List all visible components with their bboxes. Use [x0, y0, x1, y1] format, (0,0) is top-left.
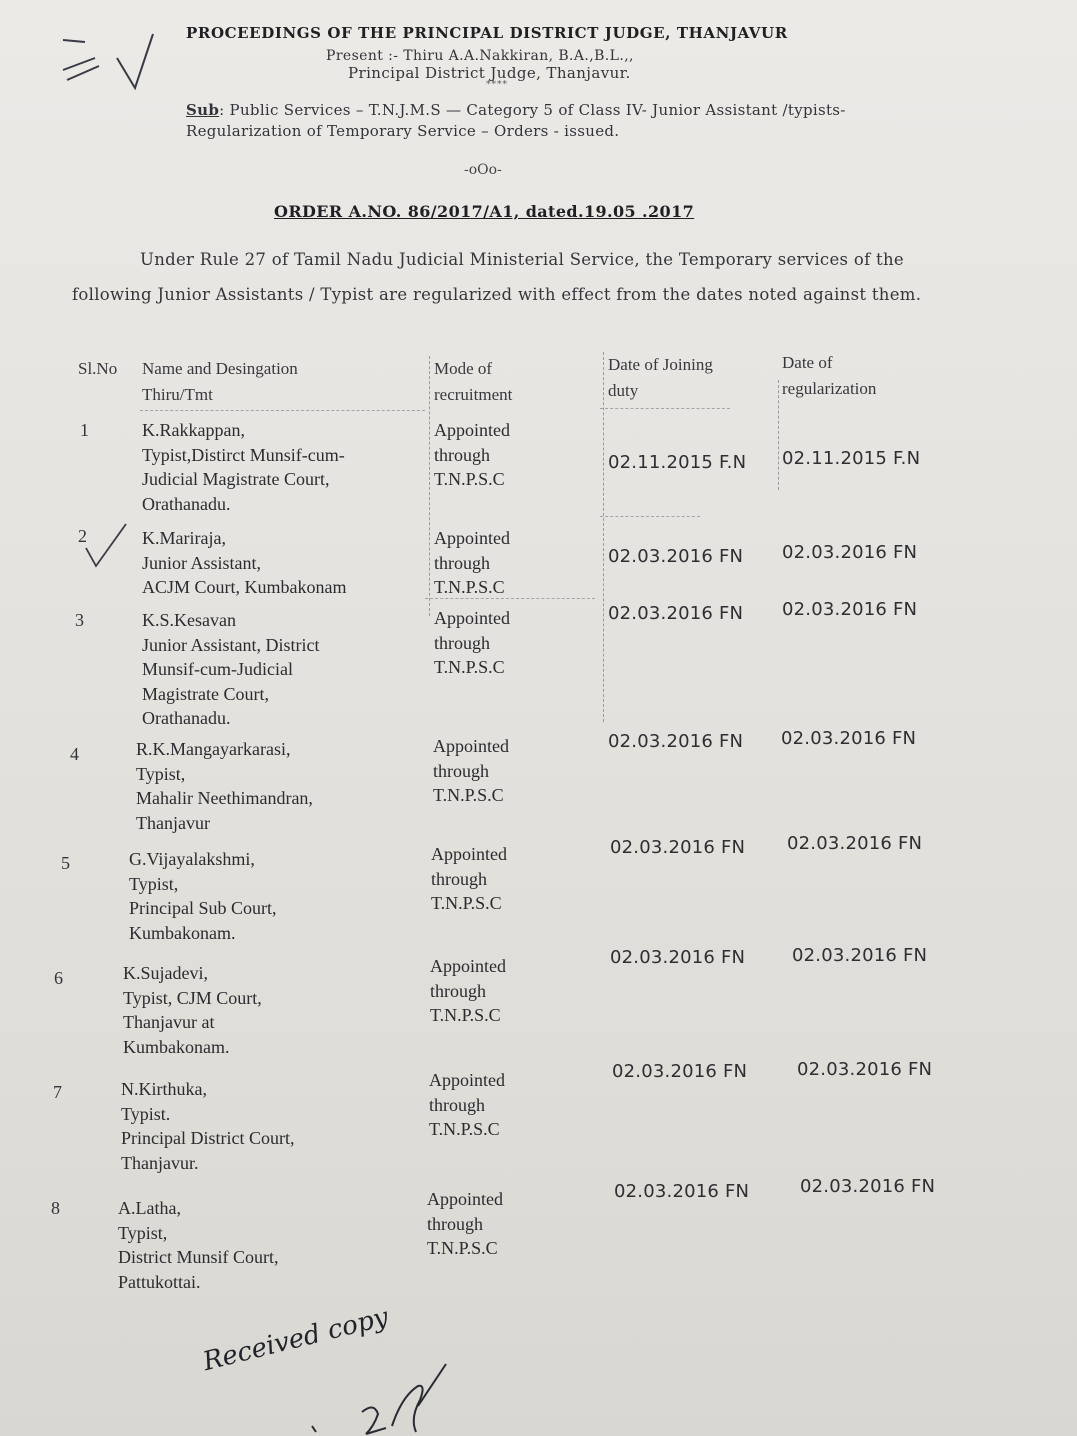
row-3-slno: 3 [75, 610, 84, 630]
row-4-mode-line: T.N.P.S.C [433, 785, 504, 805]
row-6-date-of-joining: 02.03.2016 FN [610, 947, 746, 968]
table-rule [140, 410, 425, 411]
row-7-name-line: N.Kirthuka, [121, 1079, 207, 1099]
row-2-mode [434, 526, 510, 600]
row-8-name-line: District Munsif Court, [118, 1247, 279, 1267]
separator: -oOo- [464, 162, 502, 178]
header-date-of-regularization [782, 350, 876, 402]
row-8-slno: 8 [51, 1198, 60, 1218]
proceedings-title: PROCEEDINGS OF THE PRINCIPAL DISTRICT JUDGE, THANJAVUR [186, 24, 788, 42]
row-8-date-of-regularization: 02.03.2016 FN [800, 1176, 936, 1197]
row-7-name [121, 1077, 294, 1175]
row-5-date-of-joining: 02.03.2016 FN [610, 837, 746, 858]
row-5-mode [431, 842, 507, 916]
row-2-date-of-regularization: 02.03.2016 FN [782, 542, 918, 563]
handwritten-signature [300, 1356, 470, 1436]
row-4-date-of-joining: 02.03.2016 FN [608, 731, 744, 752]
row-6-slno: 6 [54, 968, 63, 988]
row-8-mode [427, 1187, 503, 1261]
row-1-mode-line: T.N.P.S.C [434, 469, 505, 489]
row-7-name-line: Typist. [121, 1103, 171, 1124]
row-1-name-line: Judicial Magistrate Court, [142, 469, 330, 489]
row-8-mode-line: T.N.P.S.C [427, 1238, 498, 1258]
row-5-mode-line: Appointed [431, 844, 507, 864]
row-4-mode [433, 734, 509, 808]
row-2-slno: 2 [78, 526, 87, 546]
row-2-date-of-joining: 02.03.2016 FN [608, 546, 744, 567]
row-7-name-line: Principal District Court, [121, 1128, 295, 1148]
row-5-mode-line: through [431, 868, 487, 889]
row-3-mode-line: T.N.P.S.C [434, 657, 505, 677]
header-slno: Sl.No [78, 359, 118, 378]
header-dor-line1: Date of [782, 353, 833, 372]
row-8-mode-line: through [427, 1213, 483, 1234]
row-3-mode-line: Appointed [434, 608, 510, 628]
row-1-date-of-joining: 02.11.2015 F.N [608, 452, 747, 473]
row-4-name-line: Mahalir Neethimandran, [136, 788, 313, 808]
row-1-name-line: K.Rakkappan, [142, 420, 245, 440]
row-8-name-line: Pattukottai. [118, 1271, 201, 1292]
table-column-rule [603, 352, 604, 722]
row-4-slno: 4 [70, 744, 79, 764]
row-3-name-line: Orathanadu. [142, 708, 231, 728]
row-6-mode [430, 954, 506, 1028]
row-2-mode-line: through [434, 552, 490, 573]
row-2-name-line: Junior Assistant, [142, 552, 262, 573]
row-5-name-line: Kumbakonam. [129, 922, 236, 943]
row-4-name [136, 737, 313, 835]
header-dor-line2: regularization [782, 379, 877, 398]
row-7-mode-line: Appointed [429, 1070, 505, 1090]
header-name [142, 356, 298, 408]
row-7-name-line: Thanjavur. [121, 1152, 199, 1173]
row-2-mode-line: Appointed [434, 528, 510, 548]
row-5-name-line: Principal Sub Court, [129, 898, 277, 918]
row-1-name-line: Typist,Distirct Munsif-cum- [142, 444, 345, 465]
row-4-mode-line: through [433, 760, 489, 781]
row-7-mode-line: through [429, 1094, 485, 1115]
row-2-name-line: K.Mariraja, [142, 528, 226, 548]
subject-block [186, 100, 851, 142]
subject-label: Sub [186, 101, 220, 119]
row-6-date-of-regularization: 02.03.2016 FN [792, 945, 928, 966]
row-6-mode-line: T.N.P.S.C [430, 1005, 501, 1025]
header-mode-line2: recruitment [434, 385, 513, 404]
row-3-mode [434, 606, 510, 680]
row-5-name-line: Typist, [129, 873, 179, 894]
row-2-name [142, 526, 347, 600]
row-5-date-of-regularization: 02.03.2016 FN [787, 833, 923, 854]
row-8-date-of-joining: 02.03.2016 FN [614, 1181, 750, 1202]
header-mode-line1: Mode of [434, 359, 493, 378]
order-title: ORDER A.NO. 86/2017/A1, dated.19.05 .2017 [274, 202, 695, 221]
row-3-name-line: Junior Assistant, District [142, 634, 320, 655]
row-7-date-of-joining: 02.03.2016 FN [612, 1061, 748, 1082]
row-3-date-of-joining: 02.03.2016 FN [608, 603, 744, 624]
row-6-name-line: Typist, CJM Court, [123, 987, 262, 1008]
row-1-mode-line: Appointed [434, 420, 510, 440]
row-1-name-line: Orathanadu. [142, 493, 231, 514]
row-4-date-of-regularization: 02.03.2016 FN [781, 728, 917, 749]
row-3-date-of-regularization: 02.03.2016 FN [782, 599, 918, 620]
row-1-slno: 1 [80, 420, 89, 440]
row-1-mode-line: through [434, 444, 490, 465]
row-8-name-line: A.Latha, [118, 1198, 181, 1218]
row-5-slno: 5 [61, 853, 70, 873]
row-7-date-of-regularization: 02.03.2016 FN [797, 1059, 933, 1080]
row-8-mode-line: Appointed [427, 1189, 503, 1209]
row-6-name [123, 961, 262, 1059]
handwritten-tick-mark [55, 30, 165, 100]
row-3-name-line: Munsif-cum-Judicial [142, 659, 293, 679]
row-6-name-line: K.Sujadevi, [123, 963, 208, 983]
row-6-name-line: Kumbakonam. [123, 1036, 230, 1057]
row-8-name-line: Typist, [118, 1222, 168, 1243]
row-1-mode [434, 418, 510, 492]
header-stars: **** [486, 80, 508, 90]
row-6-name-line: Thanjavur at [123, 1012, 215, 1032]
row-6-mode-line: through [430, 980, 486, 1001]
header-mode [434, 356, 512, 408]
row-7-mode-line: T.N.P.S.C [429, 1119, 500, 1139]
header-name-line1: Name and Desingation [142, 359, 298, 378]
header-date-of-joining [608, 352, 713, 404]
row-6-mode-line: Appointed [430, 956, 506, 976]
handwritten-tick-mark [82, 520, 132, 572]
row-8-name [118, 1196, 279, 1294]
handwritten-received-note: Received copy [200, 1302, 392, 1378]
row-5-name [129, 847, 277, 945]
row-2-name-line: ACJM Court, Kumbakonam [142, 577, 347, 597]
row-7-slno: 7 [53, 1082, 62, 1102]
row-4-name-line: Typist, [136, 763, 186, 784]
row-4-name-line: R.K.Mangayarkarasi, [136, 739, 291, 759]
row-3-mode-line: through [434, 632, 490, 653]
present-line: Present :- Thiru A.A.Nakkiran, B.A.,B.L.,, [326, 48, 634, 64]
row-3-name [142, 608, 320, 731]
row-5-mode-line: T.N.P.S.C [431, 893, 502, 913]
paragraph-text: Under Rule 27 of Tamil Nadu Judicial Ministerial Service, the Temporary services of the following Junior Assistants / Typist are regularized with effect from the dates noted against them. [72, 250, 922, 304]
row-7-mode [429, 1068, 505, 1142]
row-4-name-line: Thanjavur [136, 812, 210, 833]
header-doj-line2: duty [608, 381, 639, 400]
order-paragraph [72, 242, 952, 312]
row-1-date-of-regularization: 02.11.2015 F.N [782, 448, 921, 469]
table-rule [600, 408, 730, 409]
table-column-rule [429, 356, 430, 616]
row-3-name-line: K.S.Kesavan [142, 610, 236, 630]
header-doj-line1: Date of Joining [608, 355, 713, 374]
header-name-line2: Thiru/Tmt [142, 385, 213, 404]
row-4-mode-line: Appointed [433, 736, 509, 756]
judge-designation: Principal District Judge, Thanjavur. [348, 64, 631, 82]
row-2-mode-line: T.N.P.S.C [434, 577, 505, 597]
table-rule [600, 516, 700, 517]
subject-text: : Public Services – T.N.J.M.S — Category 5 of Class IV- Junior Assistant /typists- Regularization of Temporary Service – Orders - issued. [186, 101, 846, 140]
table-column-rule [778, 380, 779, 490]
row-3-name-line: Magistrate Court, [142, 683, 269, 704]
row-5-name-line: G.Vijayalakshmi, [129, 849, 255, 869]
row-1-name [142, 418, 345, 516]
